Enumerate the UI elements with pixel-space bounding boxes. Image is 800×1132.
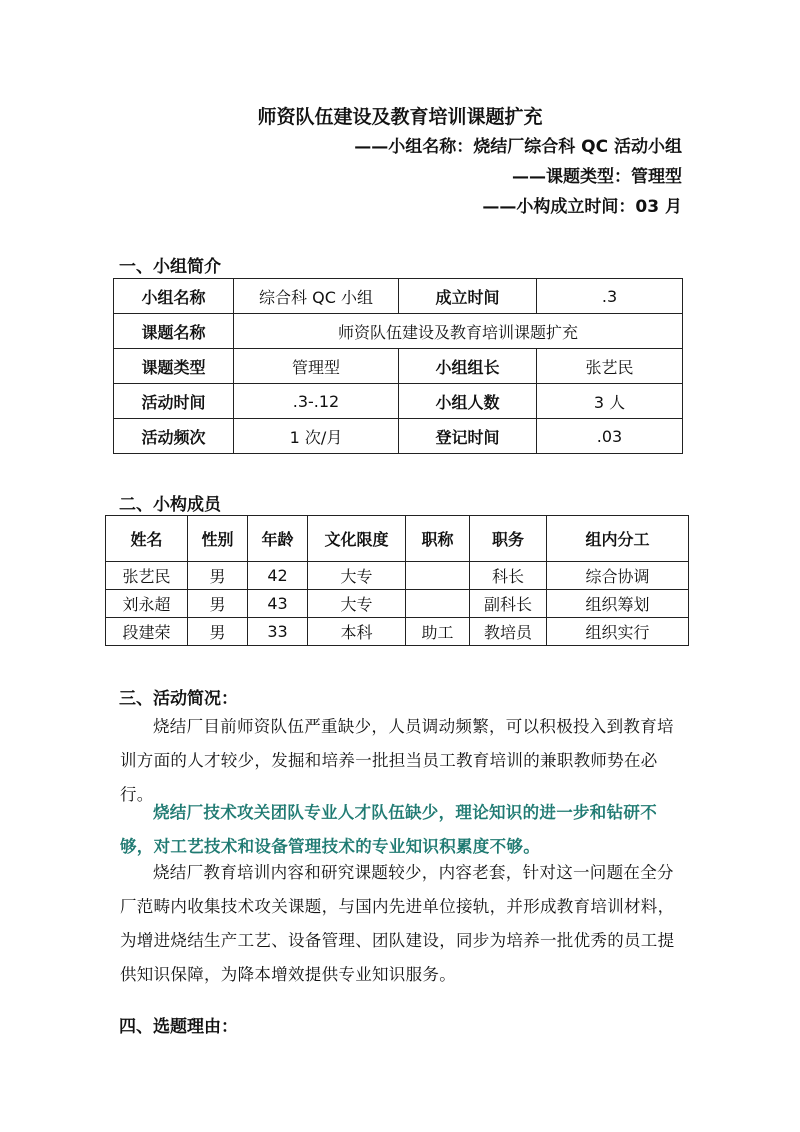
table-cell: 男 xyxy=(188,618,248,646)
table-cell: 师资队伍建设及教育培训课题扩充 xyxy=(234,314,683,349)
table-cell: 小组组长 xyxy=(399,349,537,384)
column-header: 年龄 xyxy=(248,516,308,562)
table-cell: 43 xyxy=(248,590,308,618)
table-cell: 33 xyxy=(248,618,308,646)
table-cell: 段建荣 xyxy=(106,618,188,646)
column-header: 姓名 xyxy=(106,516,188,562)
table-cell: .3-.12 xyxy=(234,384,399,419)
activity-paragraph-1: 烧结厂目前师资队伍严重缺少，人员调动频繁，可以积极投入到教育培训方面的人才较少，发掘和培养一批担当员工教育培训的兼职教师势在必行。 xyxy=(120,717,674,804)
document-title: 师资队伍建设及教育培训课题扩充 xyxy=(257,106,543,128)
table-cell: 男 xyxy=(188,562,248,590)
table-row xyxy=(106,618,689,646)
column-header: 组内分工 xyxy=(547,516,689,562)
table-cell: .03 xyxy=(537,419,683,454)
table-cell: 1 次/月 xyxy=(234,419,399,454)
table-cell: 助工 xyxy=(406,618,470,646)
column-header: 性别 xyxy=(188,516,248,562)
table-cell: 成立时间 xyxy=(399,279,537,314)
table-cell: 大专 xyxy=(308,590,406,618)
members-table xyxy=(105,515,689,646)
activity-paragraph-3: 烧结厂教育培训内容和研究课题较少，内容老套，针对这一问题在全分厂范畴内收集技术攻关课题，与国内先进单位接轨，并形成教育培训材料，为增进烧结生产工艺、设备管理、团队建设，同步为培养一批优秀的员工提供知识保障，为降本增效提供专业知识服务。 xyxy=(120,863,675,984)
table-cell: 管理型 xyxy=(234,349,399,384)
section1-heading: 一、小组简介 xyxy=(119,257,221,277)
table-cell: 副科长 xyxy=(470,590,547,618)
table-cell xyxy=(406,562,470,590)
table-cell xyxy=(406,590,470,618)
subtitle-founded-time: ——小构成立时间：03 月 xyxy=(482,197,682,217)
table-cell: 3 人 xyxy=(537,384,683,419)
table-cell: 张艺民 xyxy=(537,349,683,384)
table-cell: 本科 xyxy=(308,618,406,646)
table-cell: 科长 xyxy=(470,562,547,590)
table-row xyxy=(114,279,683,314)
group-intro-table xyxy=(113,278,683,454)
subtitle-topic-type: ——课题类型：管理型 xyxy=(512,167,682,187)
table-cell: .3 xyxy=(537,279,683,314)
table-cell: 登记时间 xyxy=(399,419,537,454)
column-header: 职称 xyxy=(406,516,470,562)
table-cell: 小组名称 xyxy=(114,279,234,314)
table-cell: 活动频次 xyxy=(114,419,234,454)
table-cell: 组织实行 xyxy=(547,618,689,646)
table-row xyxy=(114,349,683,384)
table-row xyxy=(106,562,689,590)
table-row xyxy=(114,419,683,454)
section4-heading: 四、选题理由： xyxy=(119,1017,238,1037)
column-header: 职务 xyxy=(470,516,547,562)
table-header-row xyxy=(106,516,689,562)
table-cell: 组织筹划 xyxy=(547,590,689,618)
table-cell: 课题名称 xyxy=(114,314,234,349)
table-cell: 活动时间 xyxy=(114,384,234,419)
activity-paragraph-2-highlight: 烧结厂技术攻关团队专业人才队伍缺少，理论知识的进一步和钻研不够，对工艺技术和设备管理技术的专业知识积累度不够。 xyxy=(120,803,657,856)
table-row xyxy=(114,384,683,419)
section2-heading: 二、小构成员 xyxy=(119,495,221,515)
section3-heading: 三、活动简况： xyxy=(119,689,238,709)
table-row xyxy=(106,590,689,618)
table-row xyxy=(114,314,683,349)
table-cell: 课题类型 xyxy=(114,349,234,384)
table-cell: 男 xyxy=(188,590,248,618)
table-cell: 大专 xyxy=(308,562,406,590)
table-cell: 42 xyxy=(248,562,308,590)
subtitle-group-name: ——小组名称：烧结厂综合科 QC 活动小组 xyxy=(354,137,682,157)
table-cell: 综合协调 xyxy=(547,562,689,590)
table-cell: 刘永超 xyxy=(106,590,188,618)
table-cell: 综合科 QC 小组 xyxy=(234,279,399,314)
table-cell: 张艺民 xyxy=(106,562,188,590)
column-header: 文化限度 xyxy=(308,516,406,562)
table-cell: 教培员 xyxy=(470,618,547,646)
table-cell: 小组人数 xyxy=(399,384,537,419)
